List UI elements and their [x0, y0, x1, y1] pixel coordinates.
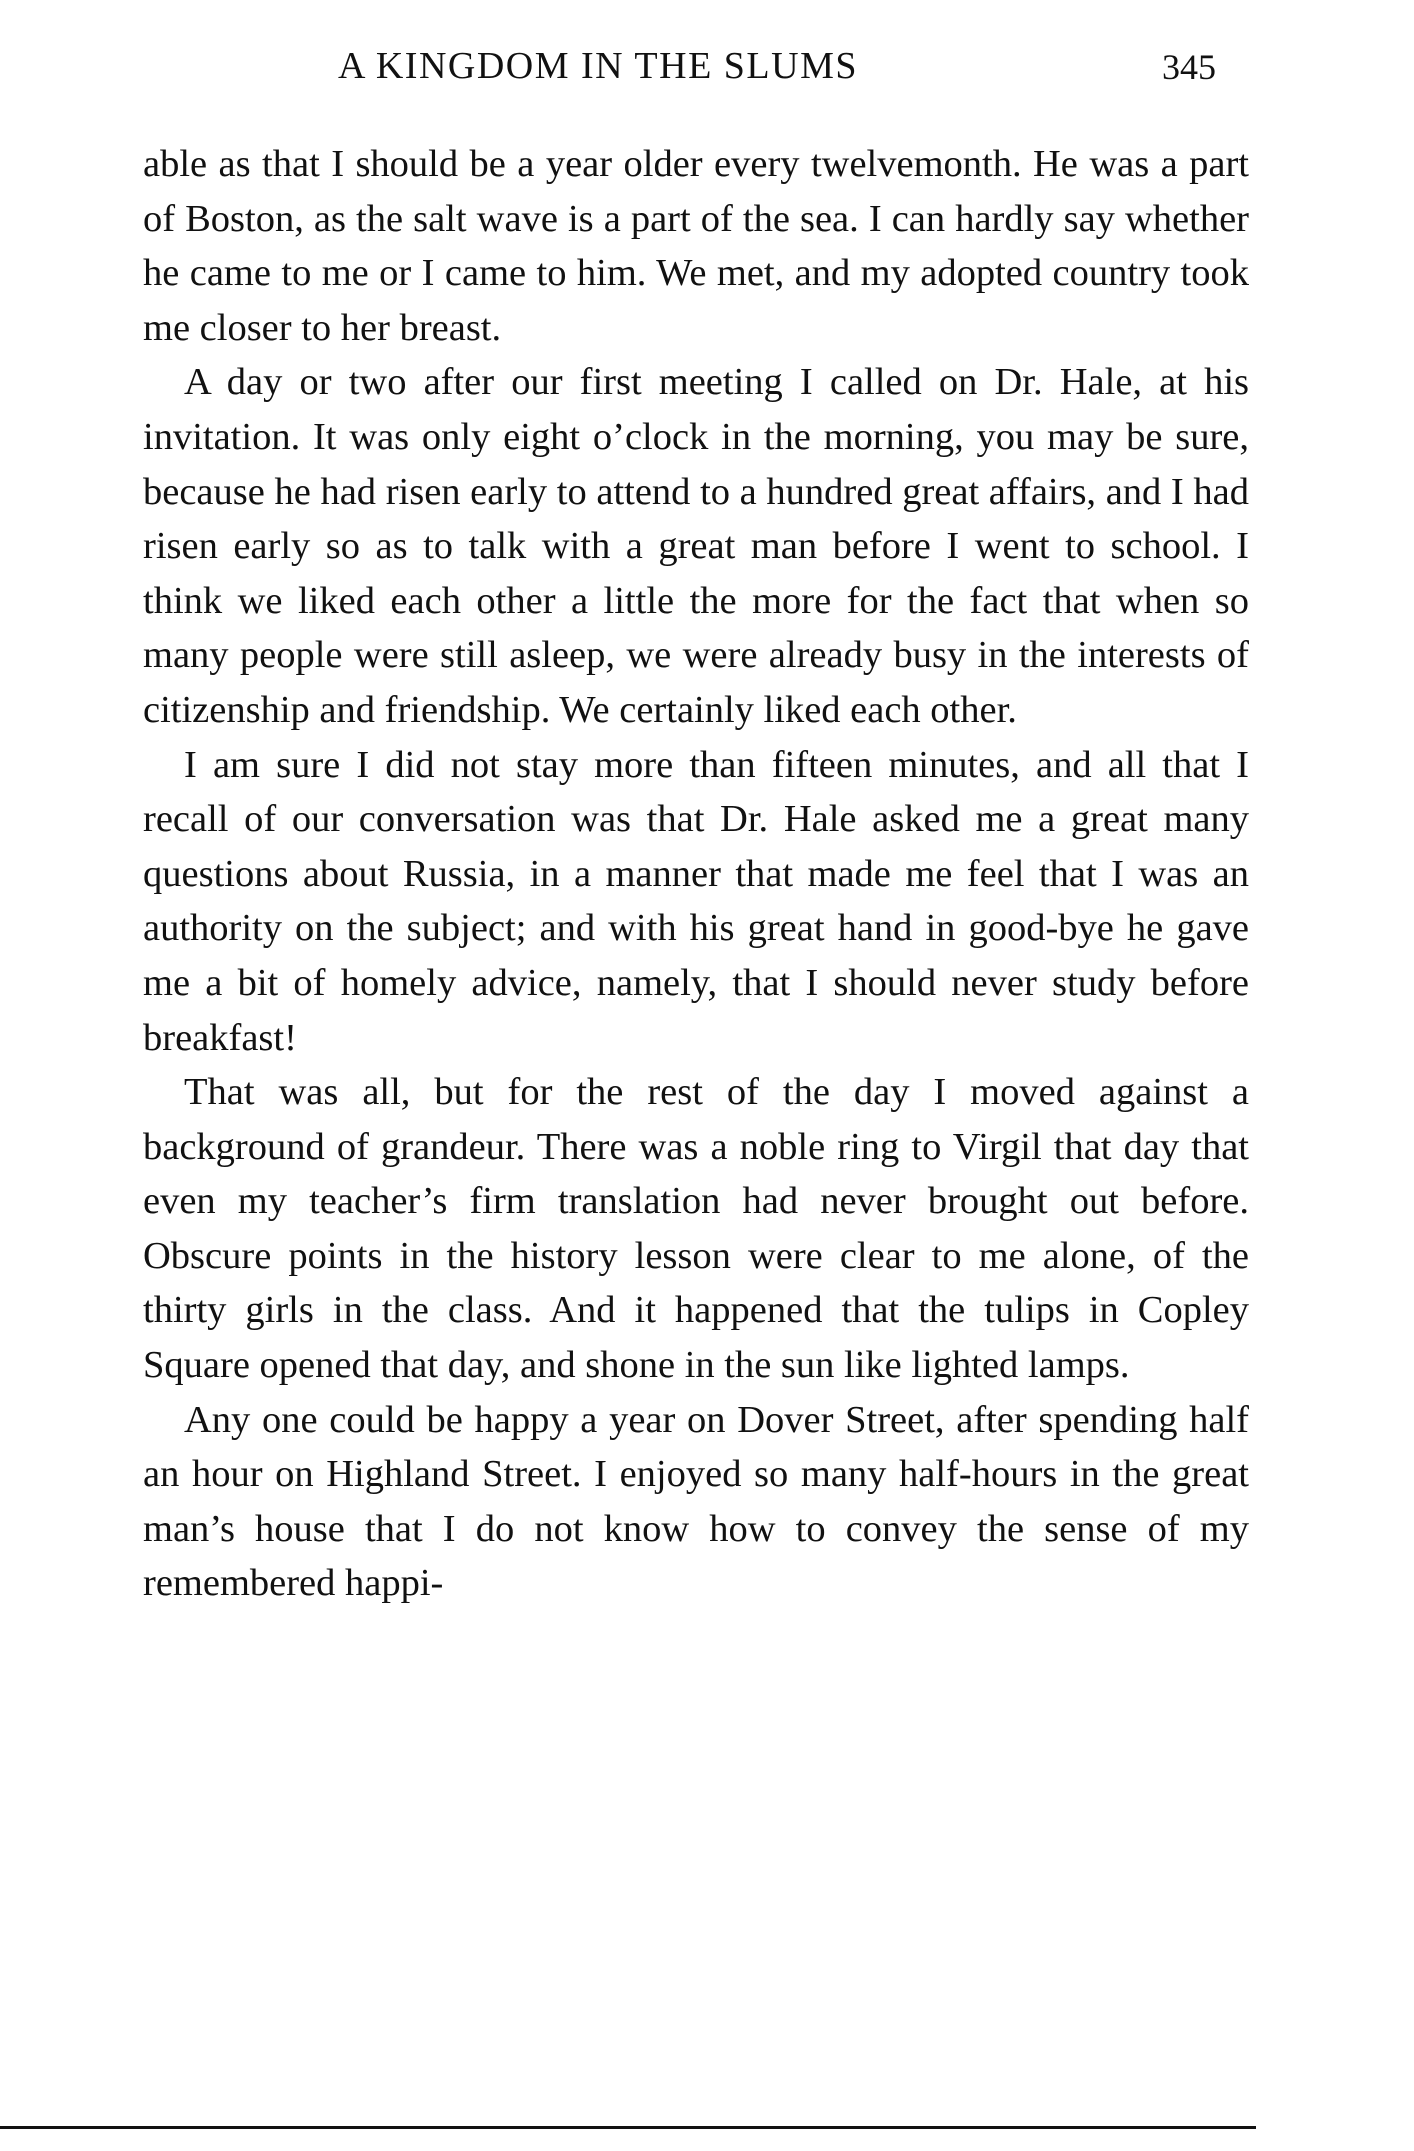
running-title: A KINGDOM IN THE SLUMS [338, 45, 858, 87]
paragraph-5: Any one could be happy a year on Dover Street, after spending half an hour on Highland Street. I enjoyed so many half-hours in the great man’s house that I do not know how to convey the sense of my remembered happi- [143, 1398, 1249, 1605]
paragraph-1: able as that I should be a year older every twelvemonth. He was a part of Boston, as the salt wave is a part of the sea. I can hardly say whether he came to me or I came to him. We met, and my adopted country took me closer to her breast. [143, 143, 1249, 349]
paragraph-4: That was all, but for the rest of the day I moved against a background of grandeur. There was a noble ring to Virgil that day that even my teacher’s firm translation had never brought out before. Obscure points in the history lesson were clear to me alone, of the thirty girls in the class. And it happened that the tulips in Copley Square opened that day, and shone in the sun like lighted lamps. [143, 1071, 1249, 1387]
running-head [0, 44, 1414, 104]
page-number: 345 [1162, 47, 1216, 87]
paragraph-2: A day or two after our first meeting I called on Dr. Hale, at his invitation. It was only eight o’clock in the morning, you may be sure, because he had risen early to attend to a hundred great affairs, and I had risen early so as to talk with a great man before I went to school. I think we liked each other a little the more for the fact that when so many people were still asleep, we were already busy in the interests of citizenship and friendship. We certainly liked each other. [143, 361, 1249, 731]
paragraph-3: I am sure I did not stay more than fifteen minutes, and all that I recall of our conversation was that Dr. Hale asked me a great many questions about Russia, in a manner that made me feel that I was an authority on the subject; and with his great hand in good-bye he gave me a bit of homely advice, namely, that I should never study before breakfast! [143, 743, 1249, 1059]
bottom-rule [0, 2126, 1256, 2129]
body-text [143, 137, 1249, 1611]
